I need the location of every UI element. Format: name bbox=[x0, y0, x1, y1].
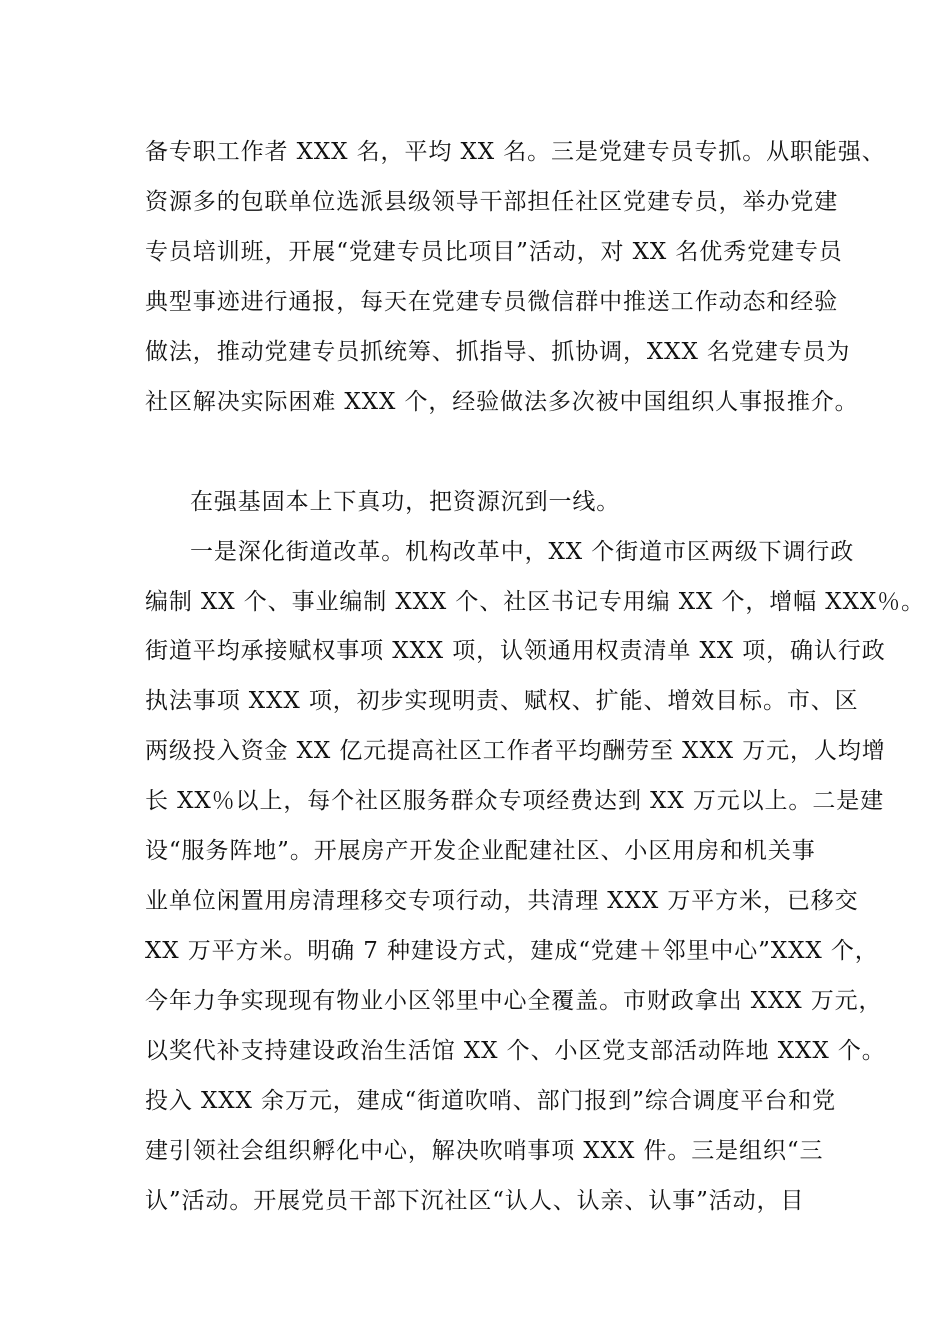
text-line: XX 万平方米。明确 7 种建设方式，建成“党建＋邻里中心”XXX 个， bbox=[145, 938, 879, 964]
text-line: 资源多的包联单位选派县级领导干部担任社区党建专员，举办党建 bbox=[145, 189, 839, 215]
text-line: 投入 XXX 余万元，建成“街道吹哨、部门报到”综合调度平台和党 bbox=[145, 1088, 837, 1114]
text-line: 今年力争实现现有物业小区邻里中心全覆盖。市财政拿出 XXX 万元， bbox=[145, 988, 883, 1014]
text-line: 两级投入资金 XX 亿元提高社区工作者平均酬劳至 XXX 万元，人均增 bbox=[145, 738, 886, 764]
text-line: 一是深化街道改革。机构改革中，XX 个街道市区两级下调行政 bbox=[190, 539, 855, 565]
text-line: 典型事迹进行通报，每天在党建专员微信群中推送工作动态和经验 bbox=[145, 289, 839, 315]
text-line: 以奖代补支持建设政治生活馆 XX 个、小区党支部活动阵地 XXX 个。 bbox=[145, 1038, 886, 1064]
text-line: 专员培训班，开展“党建专员比项目”活动，对 XX 名优秀党建专员 bbox=[145, 239, 843, 265]
text-line: 执法事项 XXX 项，初步实现明责、赋权、扩能、增效目标。市、区 bbox=[145, 688, 859, 714]
text-line: 做法，推动党建专员抓统筹、抓指导、抓协调，XXX 名党建专员为 bbox=[145, 339, 851, 365]
text-line: 认”活动。开展党员干部下沉社区“认人、认亲、认事”活动，目 bbox=[145, 1188, 805, 1214]
text-line: 社区解决实际困难 XXX 个，经验做法多次被中国组织人事报推介。 bbox=[145, 389, 859, 415]
text-line: 建引领社会组织孵化中心，解决吹哨事项 XXX 件。三是组织“三 bbox=[145, 1138, 824, 1164]
section-heading: 在强基固本上下真功，把资源沉到一线。 bbox=[190, 489, 621, 515]
text-line: 备专职工作者 XXX 名，平均 XX 名。三是党建专员专抓。从职能强、 bbox=[145, 139, 886, 165]
text-line: 设“服务阵地”。开展房产开发企业配建社区、小区用房和机关事 bbox=[145, 838, 816, 864]
text-line: 编制 XX 个、事业编制 XXX 个、社区书记专用编 XX 个，增幅 XXX％。 bbox=[145, 589, 925, 615]
text-line: 长 XX％以上，每个社区服务群众专项经费达到 XX 万元以上。二是建 bbox=[145, 788, 885, 814]
text-line: 街道平均承接赋权事项 XXX 项，认领通用权责清单 XX 项，确认行政 bbox=[145, 638, 886, 664]
text-line: 业单位闲置用房清理移交专项行动，共清理 XXX 万平方米，已移交 bbox=[145, 888, 859, 914]
